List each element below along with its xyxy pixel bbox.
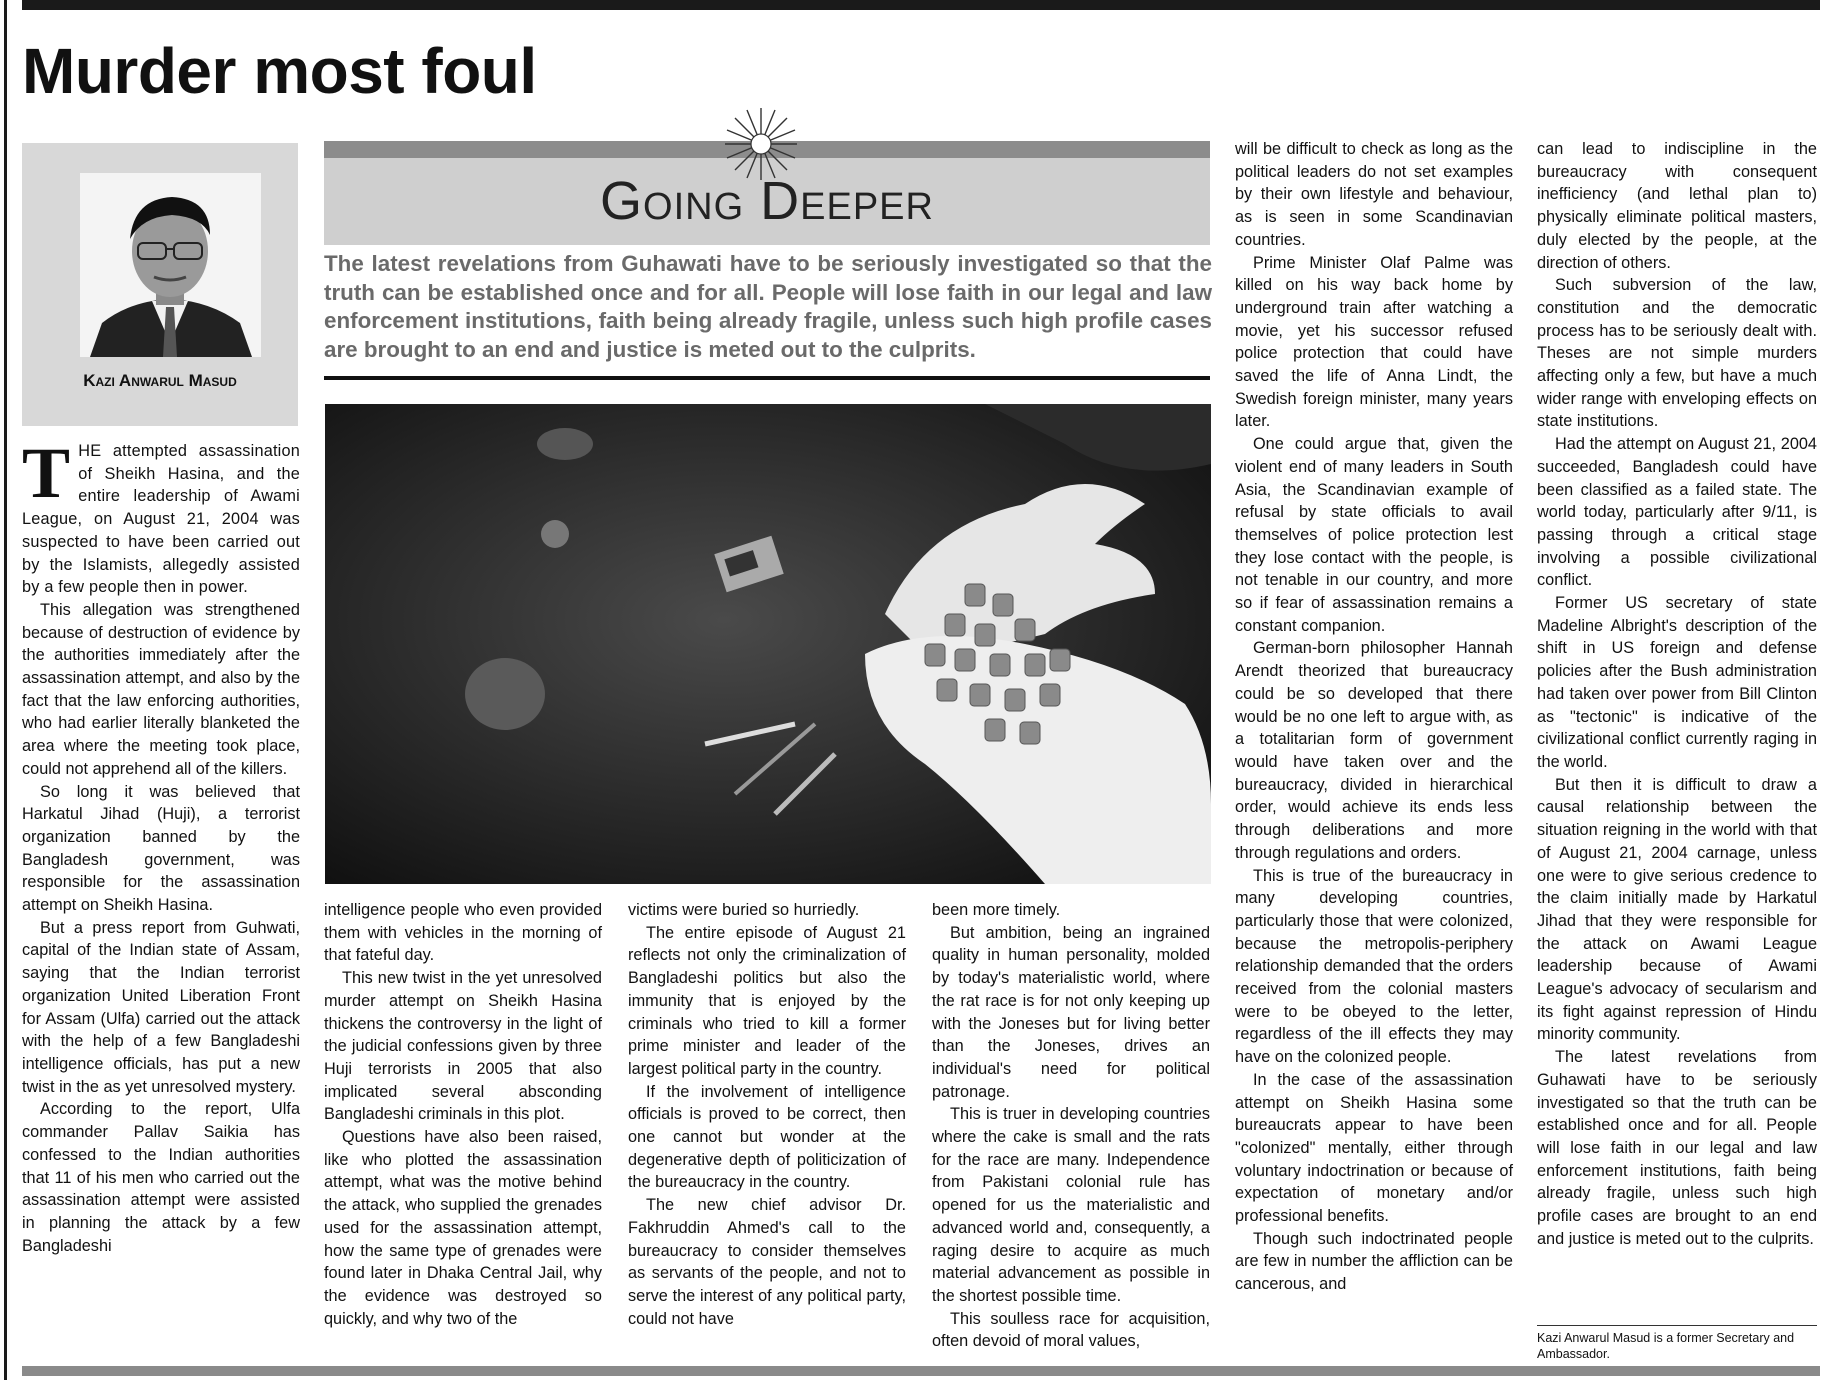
- column-4: [932, 899, 1210, 1353]
- paragraph: been more timely.: [932, 901, 1061, 919]
- paragraph: Former US secretary of state Madeline Albright's description of the shift in US foreign and defense policies after the Bush administration had taken over power from Bill Clinton as "tectonic" is indicative of the civilizational conflict currently raging in the world.: [1537, 594, 1817, 771]
- paragraph: But a press report from Guhwati, capital of the Indian state of Assam, saying that the Indian terrorist organization United Liberation Front for Assam (Ulfa) carried out the attack with the help of a few Bangladeshi intelligence officials, has put a new twist in the as yet unresolved mystery.: [22, 918, 300, 1096]
- paragraph: The latest revelations from Guhawati have to be seriously investigated so that the truth can be established once and for all. People will lose faith in our legal and law enforcement institutions, faith being already fragile, unless such high profile cases are brought to an end and justice is meted out to the culprits.: [1537, 1048, 1817, 1248]
- column-6: [1537, 138, 1817, 1250]
- lead-text: HE attempted assassination of Sheikh Hasina, and the entire leadership of Awami League, on August 21, 2004 was suspected to have been carried out by the Islamists, allegedly assisted by a few people then in power.: [22, 442, 300, 597]
- paragraph: So long it was believed that Harkatul Jihad (Huji), a terrorist organization banned by the Bangladesh government, was responsible for the assassination attempt on Sheikh Hasina.: [22, 782, 300, 915]
- column-3: [628, 899, 906, 1330]
- paragraph: This soulless race for acquisition, often devoid of moral values,: [932, 1309, 1210, 1351]
- section-title: Going Deeper: [600, 171, 934, 231]
- paragraph: The entire episode of August 21 reflects not only the criminalization of Bangladeshi politics but also the immunity that is enjoyed by the criminals who tried to kill a former prime minister and leader of the largest political party in the country.: [628, 923, 906, 1078]
- paragraph: This allegation was strengthened because of destruction of evidence by the authorities immediately after the assassination attempt, and also by the fact that the law enforcing authorities, who had earlier literally blanketed the area where the meeting took place, could not apprehend all of the killers.: [22, 600, 300, 778]
- lead-paragraph: [22, 433, 300, 599]
- author-portrait-icon: [80, 173, 261, 357]
- paragraph: will be difficult to check as long as the political leaders do not set examples by their own lifestyle and behaviour, as is seen in some Scandinavian countries.: [1235, 140, 1513, 249]
- pull-quote-rule: [324, 376, 1210, 380]
- news-photo: [325, 404, 1211, 884]
- paragraph: can lead to indiscipline in the bureaucracy with consequent inefficiency (and lethal plan to) physically eliminate political masters, duly elected by the people, at the direction of others.: [1537, 140, 1817, 272]
- bottom-rule: [22, 1366, 1820, 1376]
- paragraph: This new twist in the yet unresolved murder attempt on Sheikh Hasina thickens the controversy in the light of the judicial confessions given by three Huji terrorists in 2005 that also implicated several absconding Bangladeshi criminals in this plot.: [324, 969, 602, 1124]
- paragraph: intelligence people who even provided them with vehicles in the morning of that fateful day.: [324, 901, 602, 965]
- paragraph: This is truer in developing countries where the cake is small and the rats for the race are many. Independence from Pakistani colonial rule has opened for us the materialistic and advanced world and, consequently, a raging desire to acquire as much material advancement as possible in the shortest possible time.: [932, 1105, 1210, 1305]
- column-2: [324, 899, 602, 1330]
- headline: Murder most foul: [22, 35, 537, 107]
- paragraph: The new chief advisor Dr. Fakhruddin Ahmed's call to the bureaucracy to consider themselves as servants of the people, and not to serve the interest of any political party, could not have: [628, 1196, 906, 1328]
- paragraph: One could argue that, given the violent end of many leaders in South Asia, the Scandinavian example of refusal by state officials to avail themselves of police protection lest they lose contact with the people, is not tenable in our country, and more so if fear of assassination remains a constant companion.: [1235, 435, 1513, 635]
- column-5: [1235, 138, 1513, 1296]
- byline-box: [22, 143, 298, 426]
- drop-cap: T: [22, 433, 71, 513]
- paragraph: German-born philosopher Hannah Arendt theorized that bureaucracy could be so developed that there would be no one left to argue with, as a totalitarian form of government would have taken over and the bureaucracy, divided in hierarchical order, would achieve its ends less through deliberations and more through regulations and orders.: [1235, 639, 1513, 862]
- left-rule: [4, 0, 7, 1380]
- author-bio: Kazi Anwarul Masud is a former Secretary and Ambassador.: [1537, 1331, 1795, 1361]
- bio-rule: [1537, 1325, 1817, 1326]
- pull-quote: The latest revelations from Guhawati have to be seriously investigated so that the truth can be established once and for all. People will lose faith in our legal and law enforcement institutions, faith being already fragile, unless such high profile cases are brought to an end and justice is meted out to the culprits.: [324, 251, 1212, 362]
- paragraph: According to the report, Ulfa commander Pallav Saikia has confessed to the Indian authorities that 11 of his men who carried out the assassination attempt were assisted in planning the attack by a few Bangladeshi: [22, 1100, 300, 1255]
- paragraph: victims were buried so hurriedly.: [628, 901, 860, 919]
- paragraph: In the case of the assassination attempt on Sheikh Hasina some bureaucrats appear to have been "colonized" mentally, either through voluntary indoctrination or because of expectation of monetary and/or professional benefits.: [1235, 1070, 1513, 1226]
- paragraph: But ambition, being an ingrained quality in human personality, molded by today's materialistic world, where the rat race is for not only keeping up with the Joneses but for living better than the Joneses, drives an individual's need for political patronage.: [932, 923, 1210, 1101]
- column-1: [22, 433, 300, 1257]
- paragraph: Had the attempt on August 21, 2004 succeeded, Bangladesh could have been classified as a failed state. The world today, particularly after 9/11, is passing through a critical stage involving a possible civilizational conflict.: [1537, 435, 1817, 590]
- paragraph: Questions have also been raised, like who plotted the assassination attempt, what was the motive behind the attack, who supplied the grenades used for the assassination attempt, how the same type of grenades were found later in Dhaka Central Jail, why the evidence was destroyed so quickly, and why two of the: [324, 1128, 602, 1328]
- hands-with-pellets-photo-icon: [325, 404, 1211, 884]
- paragraph: Such subversion of the law, constitution and the democratic process has to be seriously dealt with. Theses are not simple murders affecting only a few, but have a much wider range with enveloping effects on state institutions.: [1537, 276, 1817, 431]
- top-rule: [22, 0, 1820, 10]
- author-photo: [80, 173, 261, 357]
- paragraph: But then it is difficult to draw a causal relationship between the situation reigning in the world with that of August 21, 2004 carnage, unless one were to give serious credence to the claim initially made by Harkatul Jihad that they were responsible for the attack on Awami League leadership because of Awami League's advocacy of secularism and its fight against repression of Hindu minority community.: [1537, 775, 1817, 1044]
- paragraph: Though such indoctrinated people are few in number the affliction can be cancerous, and: [1235, 1229, 1513, 1294]
- paragraph: Prime Minister Olaf Palme was killed on his way back home by underground train after watching a movie, yet his successor refused police protection that could have saved the life of Anna Lindt, the Swedish foreign minister, many years later.: [1235, 253, 1513, 431]
- author-name: Kazi Anwarul Masud: [83, 371, 237, 390]
- paragraph: This is true of the bureaucracy in many developing countries, particularly those that were colonized, because the metropolis-periphery relationship demanded that the orders received from the colonial masters were to be obeyed to the letter, regardless of the ill effects they may have on the colonized people.: [1235, 866, 1513, 1067]
- paragraph: If the involvement of intelligence officials is proved to be correct, then one cannot but wonder at the degenerative depth of politicization of the bureaucracy in the country.: [628, 1082, 906, 1192]
